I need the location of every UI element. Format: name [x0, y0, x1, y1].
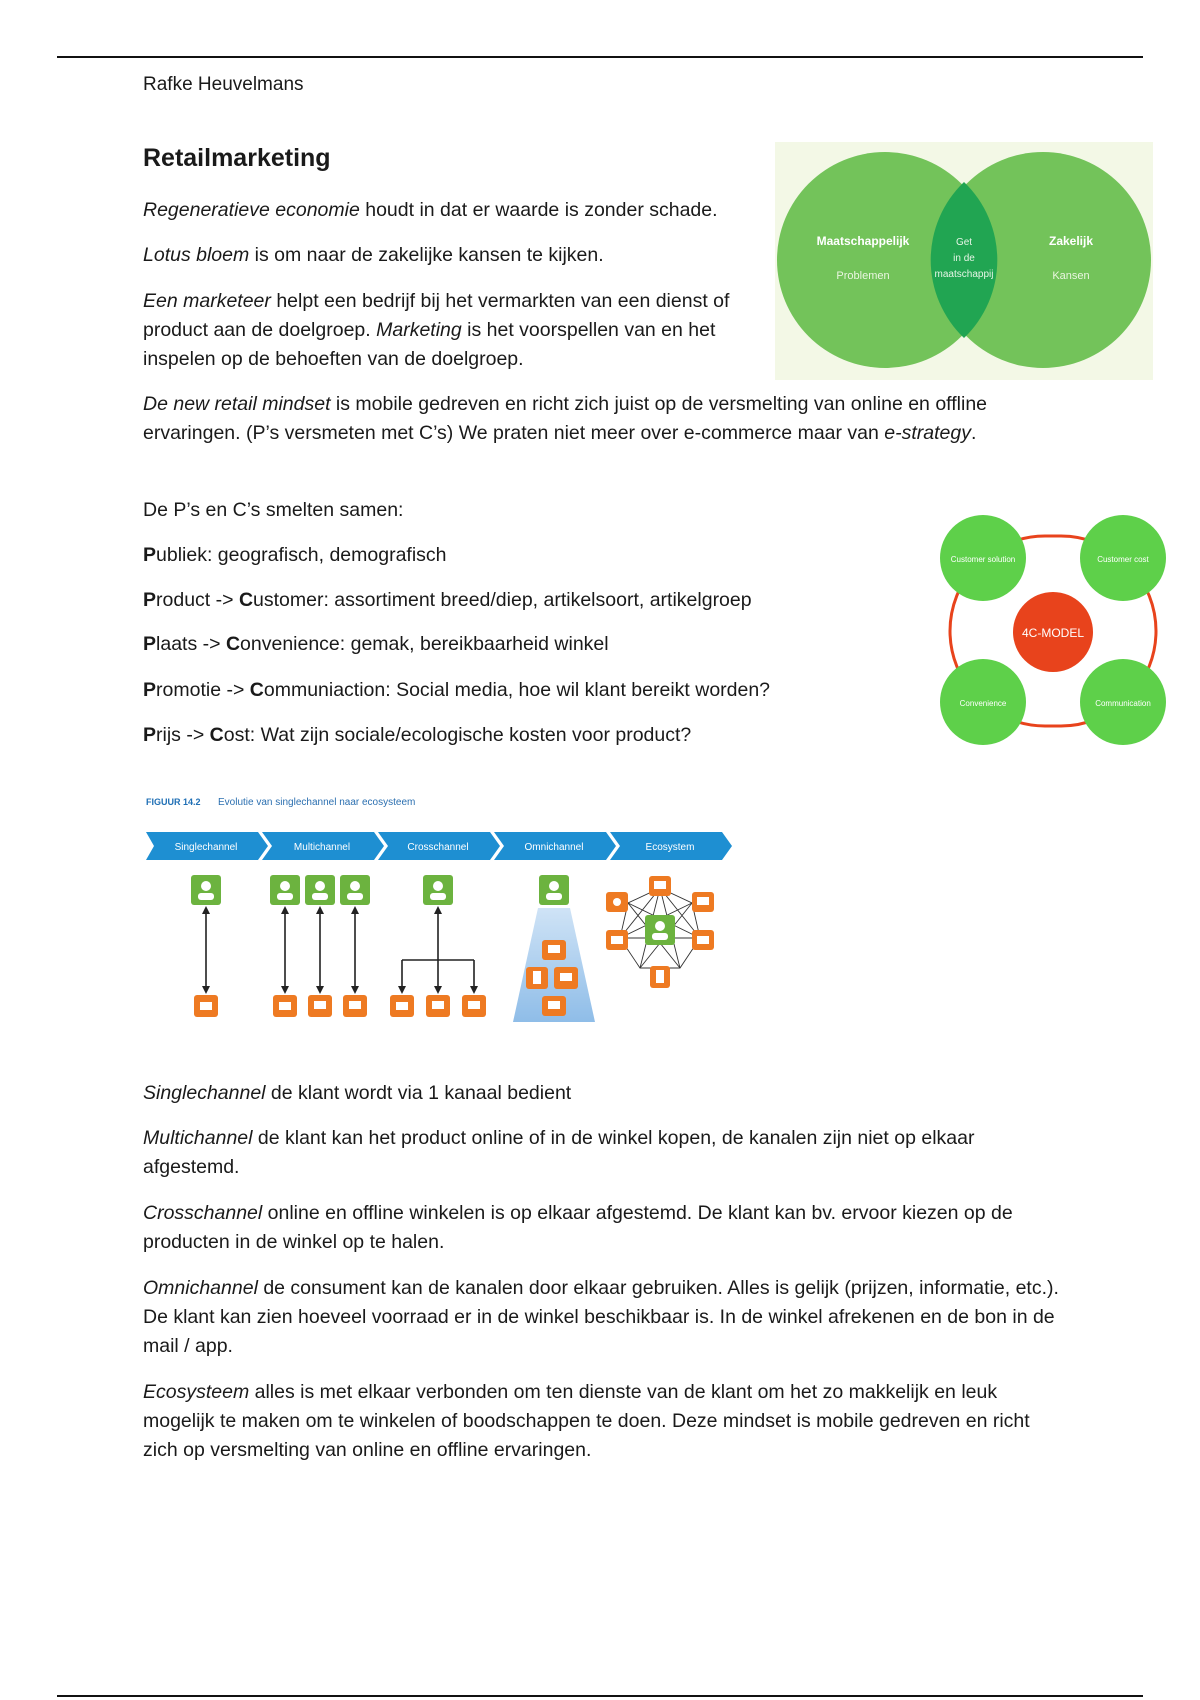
top-rule: [57, 56, 1143, 58]
evo-single: [191, 875, 221, 1017]
paragraph-lotus: Lotus bloem is om naar de zakelijke kansen te kijken.: [143, 244, 604, 266]
venn-right-title: Zakelijk: [1048, 234, 1094, 248]
paragraph-marketeer: Een marketeer helpt een bedrijf bij het vermarkten van een dienst of product aan de doelgroep. Marketing is het voorspellen van en het inspelen op de behoeften van de doelgroep.: [143, 290, 730, 370]
evolution-figure: [140, 790, 740, 1030]
evo-multi: [270, 875, 370, 1017]
evo-fig-title: Evolutie van singlechannel naar ecosysteem: [218, 797, 416, 808]
paragraph-regeneratieve: Regeneratieve economie houdt in dat er waarde is zonder schade.: [143, 199, 718, 221]
header-author: Rafke Heuvelmans: [143, 74, 304, 95]
evo-stage-bar: [146, 832, 732, 860]
evo-stage-3: Crosschannel: [407, 842, 469, 853]
evo-stage-5: Ecosystem: [645, 842, 695, 853]
evo-stage-2: Multichannel: [293, 842, 351, 853]
evo-stage-1: Singlechannel: [174, 842, 238, 853]
evo-cross: [390, 875, 486, 1017]
venn-right-sub: Kansen: [1052, 270, 1090, 282]
cc-label-br: Communication: [1095, 699, 1151, 708]
cc-center-label: 4C-MODEL: [1021, 626, 1085, 640]
paragraph-multichannel: Multichannel de klant kan het product online of in de winkel kopen, de kanalen zijn niet op elkaar afgestemd.: [143, 1127, 975, 1178]
evo-ecosystem: [606, 876, 714, 988]
paragraph-prijs: Prijs -> Cost: Wat zijn sociale/ecologische kosten voor product?: [143, 724, 692, 746]
venn-left-title: Maatschappelijk: [816, 234, 910, 248]
venn-mid-2: in de: [953, 253, 975, 264]
cc-label-tr: Customer cost: [1097, 555, 1149, 564]
paragraph-mindset: De new retail mindset is mobile gedreven en richt zich juist op de versmelting van online en offline ervaringen. (P’s versmeten met C’s) We praten niet meer over e-commerce maar van e-strategy.: [143, 393, 988, 444]
venn-diagram: [775, 142, 1153, 380]
paragraph-pc-intro: De P’s en C’s smelten samen:: [143, 499, 404, 521]
paragraph-omnichannel: Omnichannel de consument kan de kanalen door elkaar gebruiken. Alles is gelijk (prijzen, informatie, etc.). De klant kan zien hoeveel voorraad er in de winkel beschikbaar is. In de winkel afrekenen en de bon in de mail / app.: [143, 1277, 1059, 1357]
venn-mid-3: maatschappij: [934, 269, 994, 280]
venn-left-sub: Problemen: [836, 270, 890, 282]
evo-fig-label: FIGUUR 14.2: [146, 797, 201, 807]
cc-label-bl: Convenience: [959, 699, 1007, 708]
venn-mid-1: Get: [955, 237, 973, 248]
paragraph-product: Product -> Customer: assortiment breed/diep, artikelsoort, artikelgroep: [143, 589, 752, 611]
evo-omni: [513, 875, 595, 1022]
page-title: Retailmarketing: [143, 144, 331, 172]
paragraph-crosschannel: Crosschannel online en offline winkelen is op elkaar afgestemd. De klant kan bv. ervoor kiezen op de producten in de winkel op te halen.: [143, 1202, 1013, 1253]
paragraph-singlechannel: Singlechannel de klant wordt via 1 kanaal bedient: [143, 1082, 572, 1104]
four-c-model-diagram: [938, 512, 1168, 750]
paragraph-plaats: Plaats -> Convenience: gemak, bereikbaarheid winkel: [143, 633, 609, 655]
paragraph-ecosysteem: Ecosysteem alles is met elkaar verbonden om ten dienste van de klant om het zo makkelijk en leuk mogelijk te maken om te winkelen of boodschappen te doen. Deze mindset is mobile gedreven en richt zich op versmelting van online en offline ervaringen.: [143, 1381, 1030, 1461]
paragraph-promotie: Promotie -> Communiaction: Social media, hoe wil klant bereikt worden?: [143, 679, 771, 701]
cc-label-tl: Customer solution: [950, 555, 1016, 564]
bottom-rule: [57, 1695, 1143, 1697]
paragraph-publiek: Publiek: geografisch, demografisch: [143, 544, 447, 566]
evo-stage-4: Omnichannel: [524, 842, 584, 853]
